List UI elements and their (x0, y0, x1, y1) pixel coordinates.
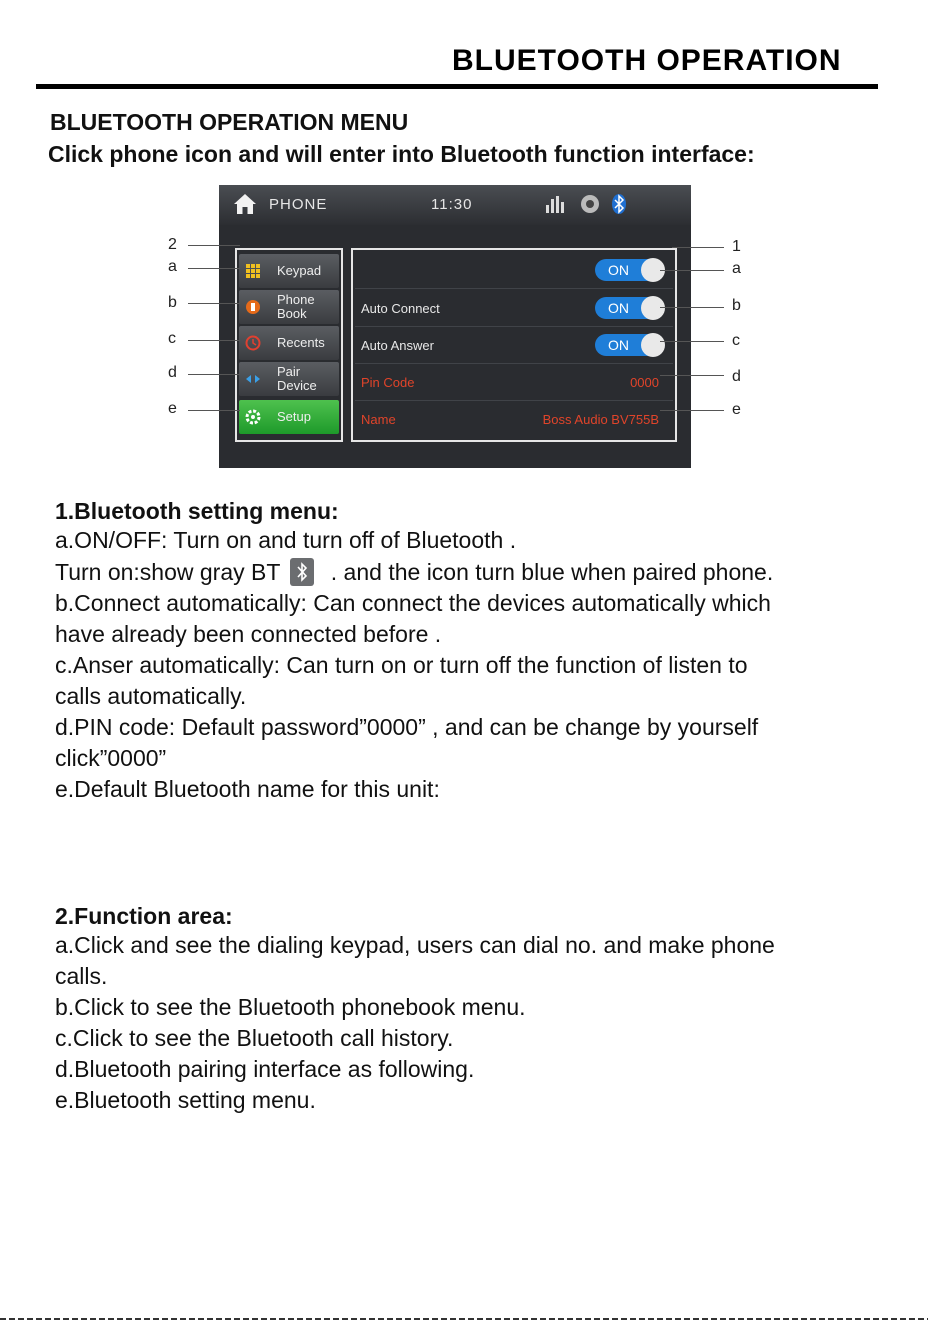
home-icon[interactable] (233, 193, 257, 215)
section-title: BLUETOOTH OPERATION MENU (50, 109, 409, 135)
callout-left-b: b (168, 294, 177, 311)
pin-code-value[interactable]: 0000 (630, 375, 659, 390)
callout-right-b: b (732, 297, 741, 314)
section1-line: d.PIN code: Default password”0000” , and can be change by yourself (55, 714, 759, 740)
leader-line (188, 303, 240, 304)
leader-line (660, 270, 724, 271)
keypad-icon (245, 263, 261, 279)
gear-icon (245, 409, 261, 425)
menu-keypad[interactable] (239, 254, 339, 288)
section2-line: c.Click to see the Bluetooth call history. (55, 1025, 454, 1051)
callout-left-e: e (168, 400, 177, 417)
callout-2: 2 (168, 236, 177, 253)
title-rule (36, 84, 878, 89)
section2-line: b.Click to see the Bluetooth phonebook menu. (55, 994, 526, 1020)
setting-row-name[interactable] (355, 401, 673, 437)
section2-line: a.Click and see the dialing keypad, users can dial no. and make phone (55, 932, 775, 958)
callout-right-e: e (732, 401, 741, 418)
section2-heading: 2.Function area: (55, 903, 233, 929)
section1-line: c.Anser automatically: Can turn on or turn off the function of listen to (55, 652, 748, 678)
section1-heading: 1.Bluetooth setting menu: (55, 498, 339, 524)
menu-label: Phone Book (277, 292, 315, 321)
leader-line (660, 375, 724, 376)
leader-line (188, 340, 240, 341)
callout-right-c: c (732, 332, 740, 349)
leader-line (188, 374, 240, 375)
section1-line: calls automatically. (55, 683, 247, 709)
toggle-text: ON (608, 337, 629, 353)
bluetooth-icon (611, 193, 627, 215)
menu-recents[interactable] (239, 326, 339, 360)
toggle-knob (641, 296, 665, 320)
menu-label: Keypad (277, 263, 322, 278)
bluetooth-toggle[interactable] (595, 259, 663, 281)
toggle-text: ON (608, 300, 629, 316)
page-title: BLUETOOTH OPERATION (452, 44, 842, 77)
menu-phonebook[interactable] (239, 290, 339, 324)
setting-label: Name (361, 412, 396, 427)
setting-label: Pin Code (361, 375, 415, 390)
toggle-knob (641, 333, 665, 357)
section2-line: d.Bluetooth pairing interface as following. (55, 1056, 475, 1082)
setting-row-pin-code[interactable] (355, 364, 673, 401)
section1-line: have already been connected before . (55, 621, 442, 647)
section2-line: calls. (55, 963, 108, 989)
section-subtitle: Click phone icon and will enter into Bluetooth function interface: (48, 141, 755, 167)
auto-connect-toggle[interactable] (595, 297, 663, 319)
setting-label: Auto Connect (361, 301, 440, 316)
section1-line: a.ON/OFF: Turn on and turn off of Bluetooth . (55, 527, 517, 553)
callout-1: 1 (732, 238, 741, 255)
app-name: PHONE (269, 196, 328, 213)
leader-line (660, 410, 724, 411)
section1-line: b.Connect automatically: Can connect the devices automatically which (55, 590, 771, 616)
leader-line (188, 268, 240, 269)
menu-label: Pair Device (277, 364, 317, 393)
setting-row-auto-connect (355, 290, 673, 327)
settings-area (351, 248, 677, 442)
callout-left-a: a (168, 258, 177, 275)
menu-pair-device[interactable] (239, 362, 339, 396)
function-area (235, 248, 343, 442)
setting-row-bluetooth (355, 252, 673, 289)
leader-line (188, 245, 240, 246)
callout-right-d: d (732, 368, 741, 385)
page-bottom-rule (0, 1318, 928, 1320)
toggle-text: ON (608, 262, 629, 278)
menu-label: Recents (277, 335, 325, 350)
section2-line: e.Bluetooth setting menu. (55, 1087, 316, 1113)
text-span: Turn on:show gray BT (55, 559, 280, 585)
phone-screen (219, 185, 691, 468)
pair-icon (245, 371, 261, 387)
leader-line (672, 247, 724, 248)
recents-icon (245, 335, 261, 351)
device-name-value: Boss Audio BV755B (542, 412, 659, 427)
phonebook-icon (245, 299, 261, 315)
callout-right-a: a (732, 260, 741, 277)
settings-icon[interactable] (579, 193, 601, 215)
auto-answer-toggle[interactable] (595, 334, 663, 356)
text-span: . and the icon turn blue when paired phone. (330, 559, 774, 585)
callout-left-d: d (168, 364, 177, 381)
setting-row-auto-answer (355, 327, 673, 364)
section1-line: e.Default Bluetooth name for this unit: (55, 776, 440, 802)
menu-label: Setup (277, 409, 311, 424)
leader-line (188, 410, 240, 411)
leader-line (660, 341, 724, 342)
section1-line: click”0000” (55, 745, 167, 771)
top-bar (219, 185, 691, 225)
leader-line (660, 307, 724, 308)
setting-label: Auto Answer (361, 338, 434, 353)
equalizer-icon[interactable] (544, 193, 568, 215)
menu-setup[interactable] (239, 400, 339, 434)
gray-bluetooth-icon (290, 558, 314, 586)
callout-left-c: c (168, 330, 176, 347)
clock-time: 11:30 (431, 196, 473, 213)
section1-line-bt (55, 557, 773, 588)
